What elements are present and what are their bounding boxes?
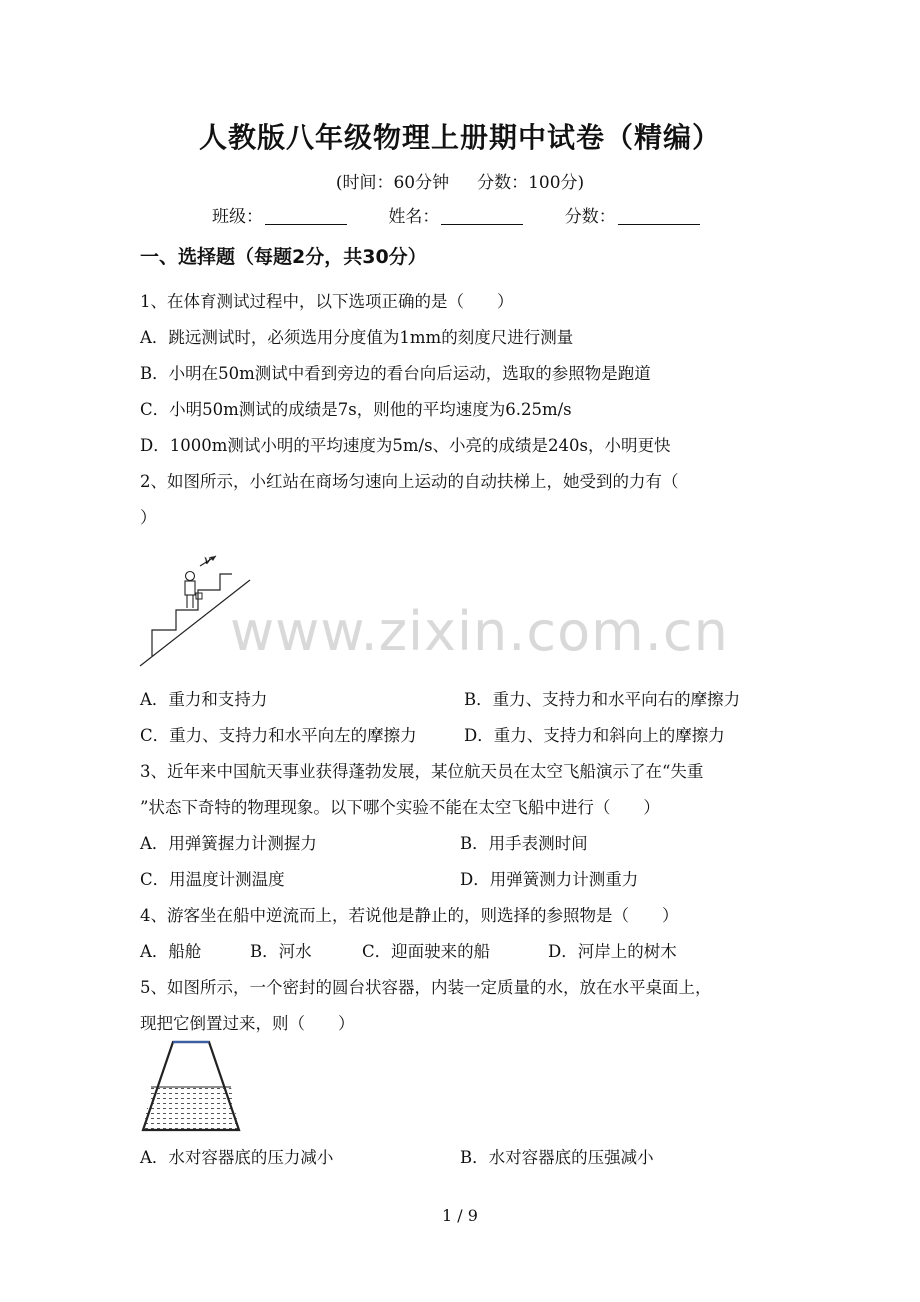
student-info-row xyxy=(212,202,736,227)
exam-meta xyxy=(0,168,920,193)
frustum-container-figure xyxy=(138,1036,244,1134)
q4-stem: 4、游客坐在船中逆流而上，若说他是静止的，则选择的参照物是（ ） xyxy=(140,906,679,925)
score-blank xyxy=(618,206,700,225)
q4-option-a: A．船舱 xyxy=(140,942,202,961)
q5-stem-line1: 5、如图所示，一个密封的圆台状容器，内装一定质量的水，放在水平桌面上， xyxy=(140,978,712,997)
q5-option-b: B．水对容器底的压强减小 xyxy=(460,1148,654,1167)
q5-option-a: A．水对容器底的压力减小 xyxy=(140,1148,334,1167)
q2-stem-line1: 2、如图所示，小红站在商场匀速向上运动的自动扶梯上，她受到的力有（ xyxy=(140,472,679,491)
class-label: 班级： xyxy=(212,207,263,227)
q1-option-a: A．跳远测试时，必须选用分度值为1mm的刻度尺进行测量 xyxy=(140,328,574,347)
q3-stem-line1: 3、近年来中国航天事业获得蓬勃发展，某位航天员在太空飞船演示了在“失重 xyxy=(140,762,704,781)
q3-option-c: C．用温度计测温度 xyxy=(140,870,285,889)
q1-stem: 1、在体育测试过程中，以下选项正确的是（ ） xyxy=(140,292,514,311)
time-info: (时间：60分钟 xyxy=(335,173,450,193)
watermark: www.zixin.com.cn xyxy=(230,600,729,663)
section-heading: 一、选择题（每题2分，共30分） xyxy=(140,246,427,268)
name-blank xyxy=(441,206,523,225)
q5-stem-line2: 现把它倒置过来，则（ ） xyxy=(140,1014,355,1033)
q1-option-c: C．小明50m测试的成绩是7s，则他的平均速度为6.25m/s xyxy=(140,400,572,419)
q1-option-d: D．1000m测试小明的平均速度为5m/s、小亮的成绩是240s，小明更快 xyxy=(140,436,671,455)
class-field xyxy=(212,202,347,227)
score-field xyxy=(565,202,700,227)
q2-option-d: D．重力、支持力和斜向上的摩擦力 xyxy=(464,726,725,745)
class-blank xyxy=(265,206,347,225)
q4-option-d: D．河岸上的树木 xyxy=(548,942,677,961)
page-number: 1 / 9 xyxy=(442,1206,478,1225)
name-field xyxy=(388,202,523,227)
score-info: 分数：100分) xyxy=(477,173,585,193)
q1-option-b: B．小明在50m测试中看到旁边的看台向后运动，选取的参照物是跑道 xyxy=(140,364,651,383)
q4-option-b: B．河水 xyxy=(250,942,312,961)
q3-option-b: B．用手表测时间 xyxy=(460,834,588,853)
q2-option-c: C．重力、支持力和水平向左的摩擦力 xyxy=(140,726,417,745)
score-label: 分数： xyxy=(564,207,616,227)
q4-option-c: C．迎面驶来的船 xyxy=(362,942,491,961)
name-label: 姓名： xyxy=(388,207,440,227)
q2-stem-line2: ） xyxy=(140,508,157,527)
q3-option-d: D．用弹簧测力计测重力 xyxy=(460,870,639,889)
q2-option-b: B．重力、支持力和水平向右的摩擦力 xyxy=(464,690,741,709)
q3-stem-line2: ”状态下奇特的物理现象。以下哪个实验不能在太空飞船中进行（ ） xyxy=(140,798,660,817)
q3-option-a: A．用弹簧握力计测握力 xyxy=(140,834,317,853)
page-title: 人教版八年级物理上册期中试卷（精编） xyxy=(198,121,721,154)
velocity-label: v xyxy=(204,553,211,567)
q2-option-a: A．重力和支持力 xyxy=(140,690,268,709)
